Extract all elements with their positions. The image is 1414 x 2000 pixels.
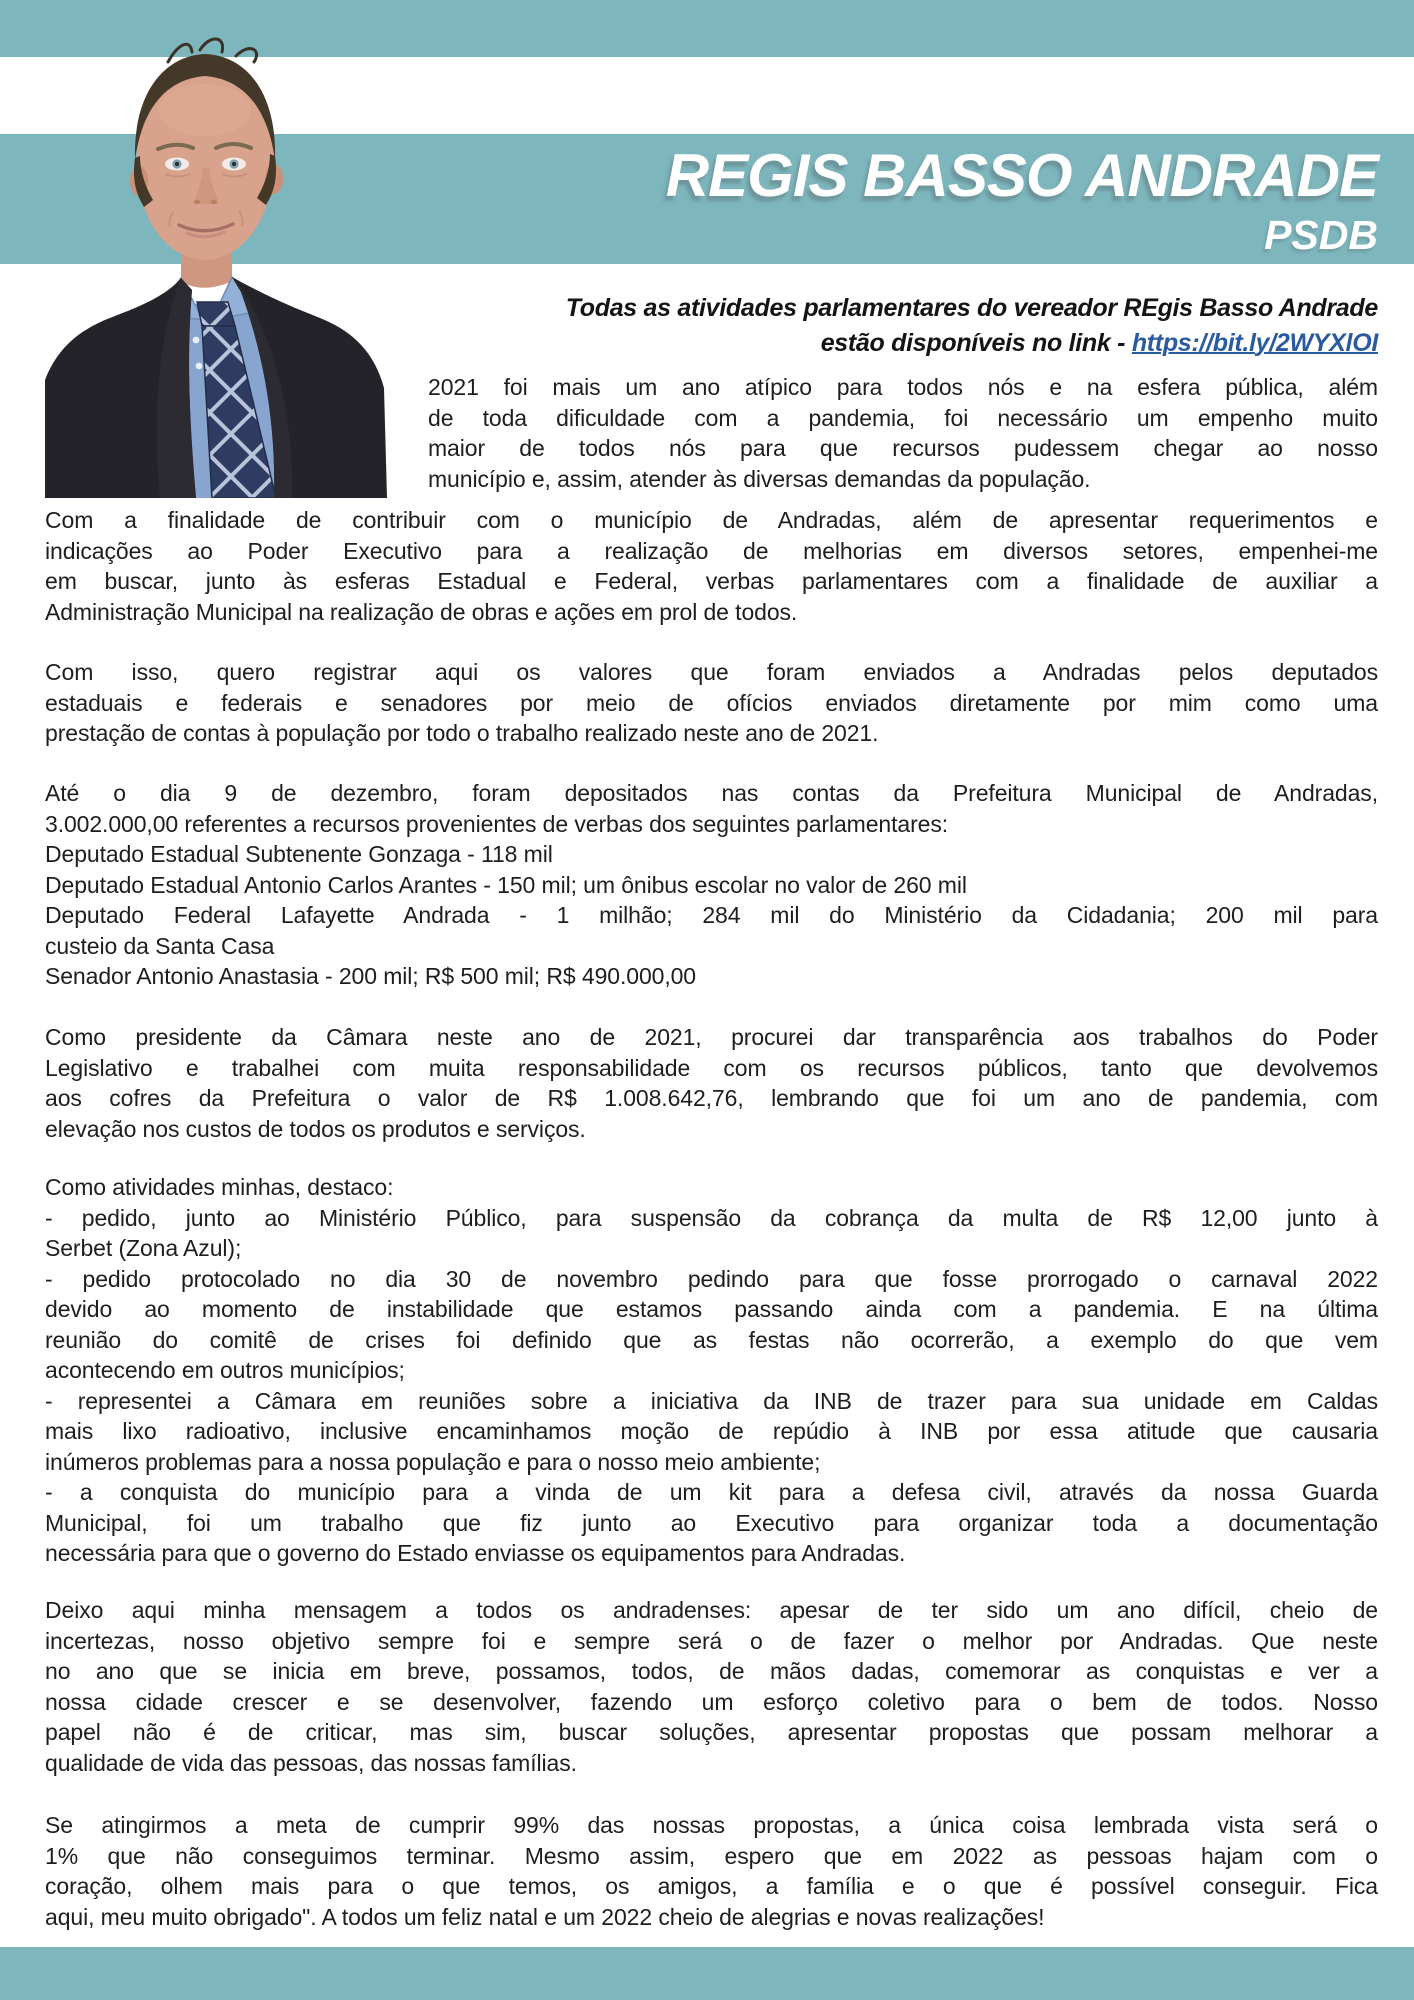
text-line: custeio da Santa Casa — [45, 932, 275, 959]
text-line: - a conquista do município para a vinda de um kit para a defesa civil, através da nossa Guarda — [45, 1479, 1378, 1505]
paragraph-5 — [45, 1022, 1378, 1144]
text-line: mais lixo radioativo, inclusive encaminhamos moção de repúdio à INB por essa atitude que causaria — [45, 1418, 1378, 1444]
paragraph-3 — [45, 657, 1378, 749]
text-line: Deputado Estadual Subtenente Gonzaga - 118 mil — [45, 841, 553, 867]
text-line: 3.002.000,00 referentes a recursos provenientes de verbas dos seguintes parlamentares: — [45, 810, 949, 837]
text-line: Legislativo e trabalhei com muita responsabilidade com os recursos públicos, tanto que devolvemos — [45, 1054, 1378, 1081]
text-line: em buscar, junto às esferas Estadual e Federal, verbas parlamentares com a finalidade de auxiliar a — [45, 568, 1378, 594]
text-line: aqui, meu muito obrigado". A todos um feliz natal e um 2022 cheio de alegrias e novas realizações! — [45, 1903, 1045, 1930]
text-line: indicações ao Poder Executivo para a realização de melhorias em diversos setores, empenhei-me — [45, 537, 1378, 564]
text-line: qualidade de vida das pessoas, das nossas famílias. — [45, 1749, 577, 1776]
text-line: acontecendo em outros municípios; — [45, 1357, 405, 1383]
text-line: no ano que se inicia em breve, possamos, todos, de mãos dadas, comemorar as conquistas e ver a — [45, 1658, 1378, 1684]
page-title: REGIS BASSO ANDRADE — [665, 142, 1378, 209]
text-line: de toda dificuldade com a pandemia, foi necessário um empenho muito — [428, 404, 1378, 431]
text-line: - representei a Câmara em reuniões sobre a iniciativa da INB de trazer para sua unidade em Caldas — [45, 1387, 1378, 1414]
text-line: prestação de contas à população por todo o trabalho realizado neste ano de 2021. — [45, 720, 879, 746]
text-line: coração, olhem mais para o que temos, os amigos, a família e o que é possível conseguir. Fica — [45, 1873, 1378, 1899]
text-line: Deputado Estadual Antonio Carlos Arantes - 150 mil; um ônibus escolar no valor de 260 mil — [45, 871, 967, 898]
text-line: necessária para que o governo do Estado enviasse os equipamentos para Andradas. — [45, 1540, 906, 1566]
text-line: Se atingirmos a meta de cumprir 99% das nossas propostas, a única coisa lembrada vista será o — [45, 1812, 1378, 1838]
text-line: devido ao momento de instabilidade que estamos passando ainda com a pandemia. E na última — [45, 1296, 1378, 1322]
text-line: incertezas, nosso objetivo sempre foi e sempre será o de fazer o melhor por Andradas. Que neste — [45, 1627, 1378, 1654]
text-line: Serbet (Zona Azul); — [45, 1235, 242, 1261]
text-line: maior de todos nós para que recursos pudessem chegar ao nosso — [428, 435, 1378, 461]
paragraph-1 — [428, 372, 1378, 494]
header — [665, 142, 1378, 258]
text-line: - pedido protocolado no dia 30 de novembro pedindo para que fosse prorrogado o carnaval 2022 — [45, 1265, 1378, 1292]
text-line: 1% que não conseguimos terminar. Mesmo assim, espero que em 2022 as pessoas hajam com o — [45, 1842, 1378, 1869]
paragraph-8 — [45, 1810, 1378, 1932]
text-line: Com a finalidade de contribuir com o município de Andradas, além de apresentar requerimentos e — [45, 507, 1378, 533]
text-line: elevação nos custos de todos os produtos e serviços. — [45, 1115, 586, 1142]
text-line: Deixo aqui minha mensagem a todos os andradenses: apesar de ter sido um ano difícil, cheio de — [45, 1597, 1378, 1623]
text-line: nossa cidade crescer e se desenvolver, fazendo um esforço coletivo para o bem de todos. Nosso — [45, 1688, 1378, 1715]
intro-line-2 — [400, 326, 1378, 361]
text-line: Até o dia 9 de dezembro, foram depositados nas contas da Prefeitura Municipal de Andradas, — [45, 780, 1378, 806]
text-line: Municipal, foi um trabalho que fiz junto ao Executivo para organizar toda a documentação — [45, 1509, 1378, 1536]
paragraph-7 — [45, 1595, 1378, 1778]
paragraph-4 — [45, 778, 1378, 992]
text-line: Como atividades minhas, destaco: — [45, 1174, 394, 1200]
intro-line-1: Todas as atividades parlamentares do vereador REgis Basso Andrade — [565, 294, 1378, 322]
intro-line-2-text: estão disponíveis no link - — [820, 329, 1132, 357]
bitly-link[interactable]: https://bit.ly/2WYXlOI — [1131, 329, 1378, 357]
text-line: 2021 foi mais um ano atípico para todos nós e na esfera pública, além — [428, 374, 1378, 400]
text-line: Administração Municipal na realização de obras e ações em prol de todos. — [45, 598, 798, 625]
paragraph-2 — [45, 505, 1378, 627]
paragraph-6 — [45, 1172, 1378, 1569]
text-line: papel não é de criticar, mas sim, buscar soluções, apresentar propostas que possam melhorar a — [45, 1719, 1378, 1745]
party-label: PSDB — [1264, 212, 1378, 258]
text-line: estaduais e federais e senadores por meio de ofícios enviados diretamente por mim como uma — [45, 689, 1378, 716]
text-line: reunião do comitê de crises foi definido que as festas não ocorrerão, a exemplo do que vem — [45, 1326, 1378, 1353]
text-line: município e, assim, atender às diversas demandas da população. — [428, 465, 1091, 492]
text-line: Com isso, quero registrar aqui os valores que foram enviados a Andradas pelos deputados — [45, 659, 1378, 685]
text-line: Como presidente da Câmara neste ano de 2021, procurei dar transparência aos trabalhos do Poder — [45, 1024, 1378, 1050]
text-line: - pedido, junto ao Ministério Público, para suspensão da cobrança da multa de R$ 12,00 junto à — [45, 1204, 1378, 1231]
footer-band — [0, 1947, 1414, 2000]
text-line: aos cofres da Prefeitura o valor de R$ 1.008.642,76, lembrando que foi um ano de pandemia, com — [45, 1085, 1378, 1111]
text-line: inúmeros problemas para a nossa população e para o nosso meio ambiente; — [45, 1448, 821, 1475]
text-line: Senador Antonio Anastasia - 200 mil; R$ 500 mil; R$ 490.000,00 — [45, 963, 696, 989]
text-line: Deputado Federal Lafayette Andrada - 1 milhão; 284 mil do Ministério da Cidadania; 200 mil para — [45, 902, 1378, 928]
intro-note — [400, 291, 1378, 361]
portrait-photo — [40, 28, 392, 498]
